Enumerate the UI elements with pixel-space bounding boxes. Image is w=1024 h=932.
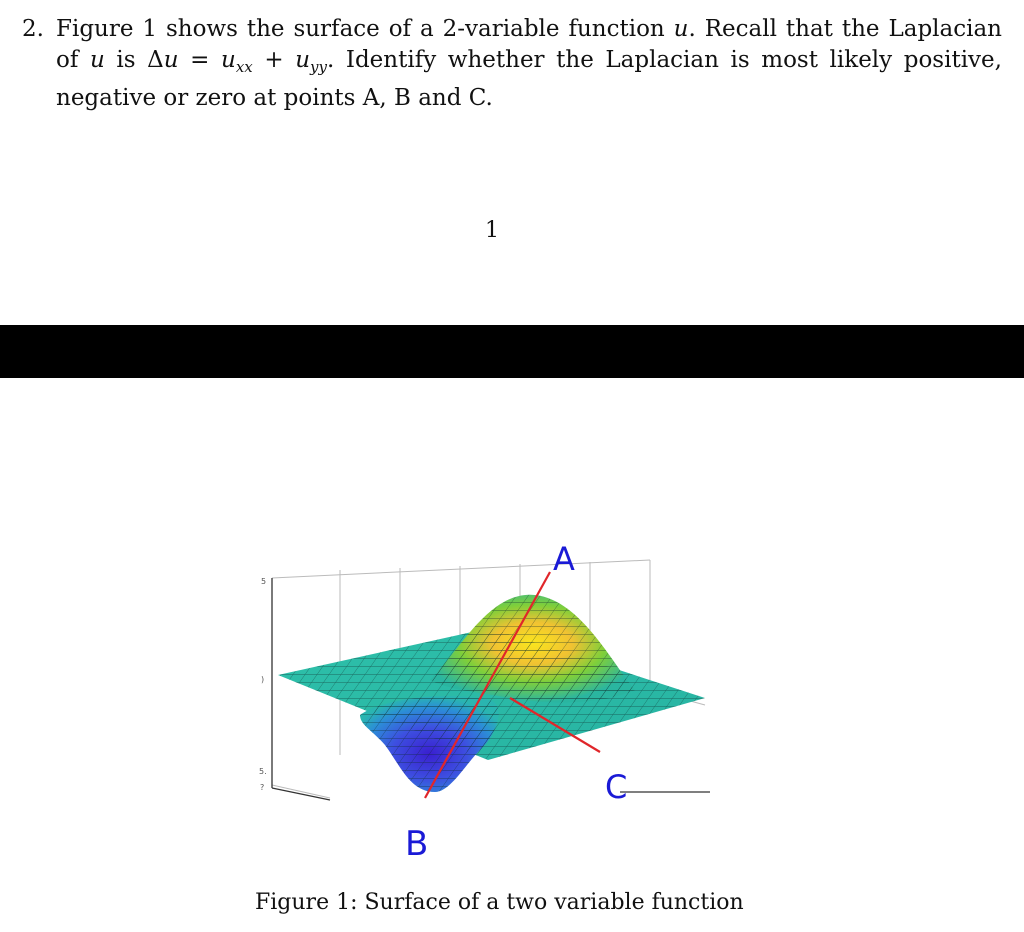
surface-mesh-valley — [360, 696, 499, 792]
axis-tick-low: 5. — [259, 767, 267, 776]
problem-text-is: is — [104, 47, 148, 73]
problem-text-before: Figure 1 shows the surface of a 2-variable function — [56, 16, 674, 42]
problem-text-after: . Identify whether the Laplacian is most likely positive, negative or zero at points A, B and C. — [56, 47, 1002, 111]
surface-mesh-peak — [430, 595, 635, 703]
point-label-b: B — [405, 824, 429, 864]
laplacian-equation — [147, 47, 327, 76]
eq-plus: + — [252, 47, 296, 73]
surface-plot — [250, 530, 720, 870]
problem-text-mid: . Recall that the Laplacian of — [56, 16, 1002, 73]
axis-tick-mid: ) — [261, 675, 265, 684]
eq-u-xx: u — [221, 47, 236, 73]
eq-u-yy: u — [295, 47, 311, 73]
eq-sub-xx: xx — [235, 58, 253, 76]
surface-figure — [250, 530, 720, 870]
axis-tick-top: 5 — [261, 577, 267, 586]
variable-u-2: u — [89, 47, 105, 73]
eq-u: u — [163, 47, 179, 73]
page-separator-bar — [0, 325, 1024, 378]
axis-tick-bottom: ? — [260, 783, 265, 792]
figure-caption: Figure 1: Surface of a two variable function — [255, 890, 744, 915]
point-label-a: A — [553, 540, 575, 578]
problem-body — [56, 14, 1002, 114]
eq-sub-yy: yy — [310, 58, 327, 76]
eq-equals: = — [178, 47, 221, 73]
delta-symbol: Δ — [147, 47, 164, 73]
problem-statement — [22, 14, 1002, 114]
variable-u: u — [673, 16, 689, 42]
page-number: 1 — [485, 218, 499, 243]
problem-number: 2. — [22, 16, 44, 42]
point-label-c: C — [605, 768, 628, 806]
